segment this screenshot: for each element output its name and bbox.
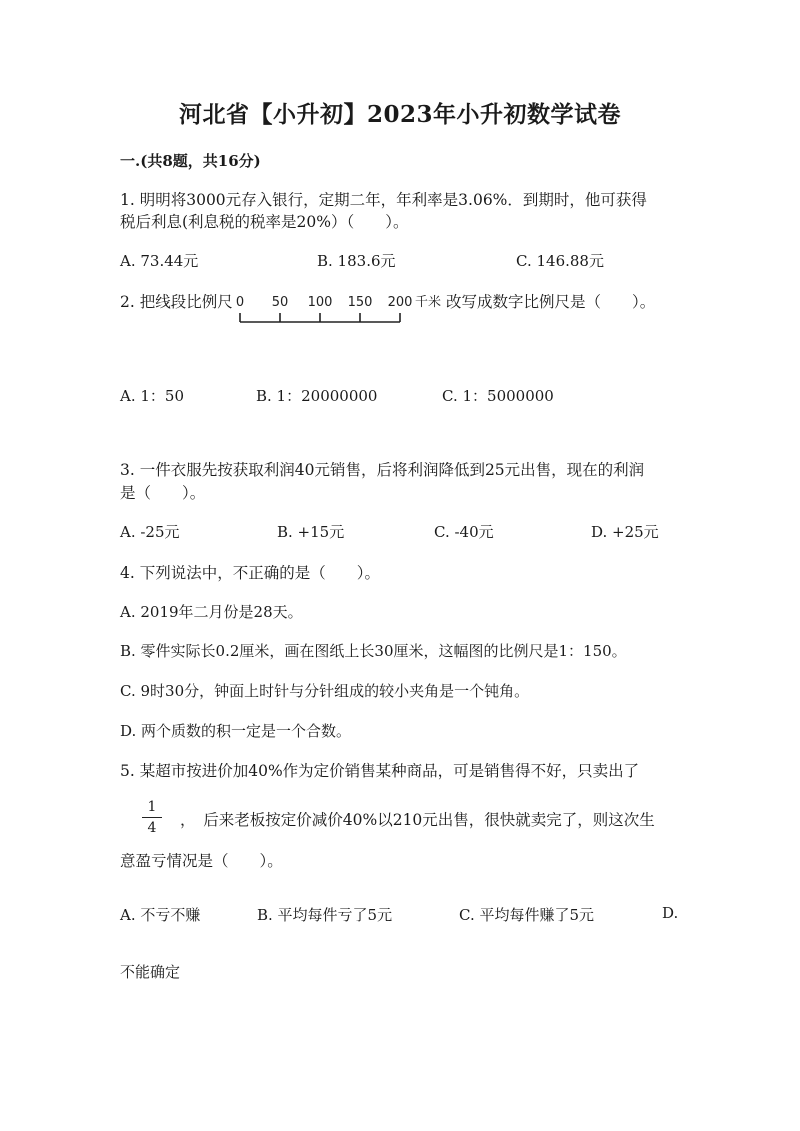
q1-stem-line1: 1. 明明将3000元存入银行，定期二年，年利率是3.06%．到期时，他可获得 — [120, 191, 647, 209]
q3-option-b: B. +15元 — [277, 523, 345, 541]
q5-option-b: B. 平均每件亏了5元 — [257, 906, 393, 924]
q5-stem-line1: 5. 某超市按进价加40%作为定价销售某种商品，可是销售得不好，只卖出了 — [120, 762, 640, 780]
q5-stem-line2: ， 后来老板按定价减价40%以210元出售，很快就卖完了，则这次生 — [180, 811, 655, 829]
q2-stem-suffix: 改写成数字比例尺是（ ）。 — [446, 293, 656, 311]
q3-stem-line2: 是（ ）。 — [120, 484, 206, 502]
q3-option-a: A. -25元 — [120, 523, 180, 541]
q3-option-d: D. +25元 — [591, 523, 659, 541]
q4-option-b: B. 零件实际长0.2厘米，画在图纸上长30厘米，这幅图的比例尺是1：150。 — [120, 642, 627, 660]
q2-option-b: B. 1：20000000 — [256, 387, 378, 405]
q1-option-b: B. 183.6元 — [317, 252, 396, 270]
q1-option-a: A. 73.44元 — [120, 252, 199, 270]
q4-option-d: D. 两个质数的积一定是一个合数。 — [120, 722, 352, 740]
section-heading: 一.(共8题，共16分) — [120, 152, 261, 170]
q5-stem-line3: 意盈亏情况是（ ）。 — [120, 852, 283, 870]
scale-label-100: 100 — [307, 295, 333, 310]
scale-label-200: 200 — [387, 295, 413, 310]
q5-option-c: C. 平均每件赚了5元 — [459, 906, 595, 924]
scale-label-150: 150 — [347, 295, 373, 310]
q2-option-c: C. 1：5000000 — [442, 387, 554, 405]
fraction-bar — [142, 817, 162, 818]
scale-label-50: 50 — [271, 295, 289, 310]
q5-option-d-text: 不能确定 — [120, 963, 181, 981]
q4-option-c: C. 9时30分，钟面上时针与分针组成的较小夹角是一个钝角。 — [120, 682, 530, 700]
q3-option-c: C. -40元 — [434, 523, 494, 541]
fraction-numerator: 1 — [147, 799, 157, 815]
q4-option-a: A. 2019年二月份是28天。 — [120, 603, 303, 621]
scale-unit: 千米 — [415, 295, 442, 310]
q2-stem-prefix: 2. 把线段比例尺 — [120, 293, 233, 311]
line-segment-scale — [234, 292, 446, 326]
scale-label-0: 0 — [235, 295, 245, 310]
q2-option-a: A. 1：50 — [120, 387, 184, 405]
page-title: 河北省【小升初】2023年小升初数学试卷 — [178, 101, 621, 128]
fraction-one-quarter — [141, 800, 163, 835]
fraction-denominator: 4 — [147, 820, 157, 836]
q1-stem-line2: 税后利息(利息税的税率是20%）（ ）。 — [120, 213, 409, 231]
q3-stem-line1: 3. 一件衣服先按获取利润40元销售，后将利润降低到25元出售，现在的利润 — [120, 461, 645, 479]
q4-stem: 4. 下列说法中，不正确的是（ ）。 — [120, 564, 380, 582]
q5-option-d: D. — [662, 904, 679, 922]
q5-option-a: A. 不亏不赚 — [120, 906, 201, 924]
q1-option-c: C. 146.88元 — [516, 252, 604, 270]
